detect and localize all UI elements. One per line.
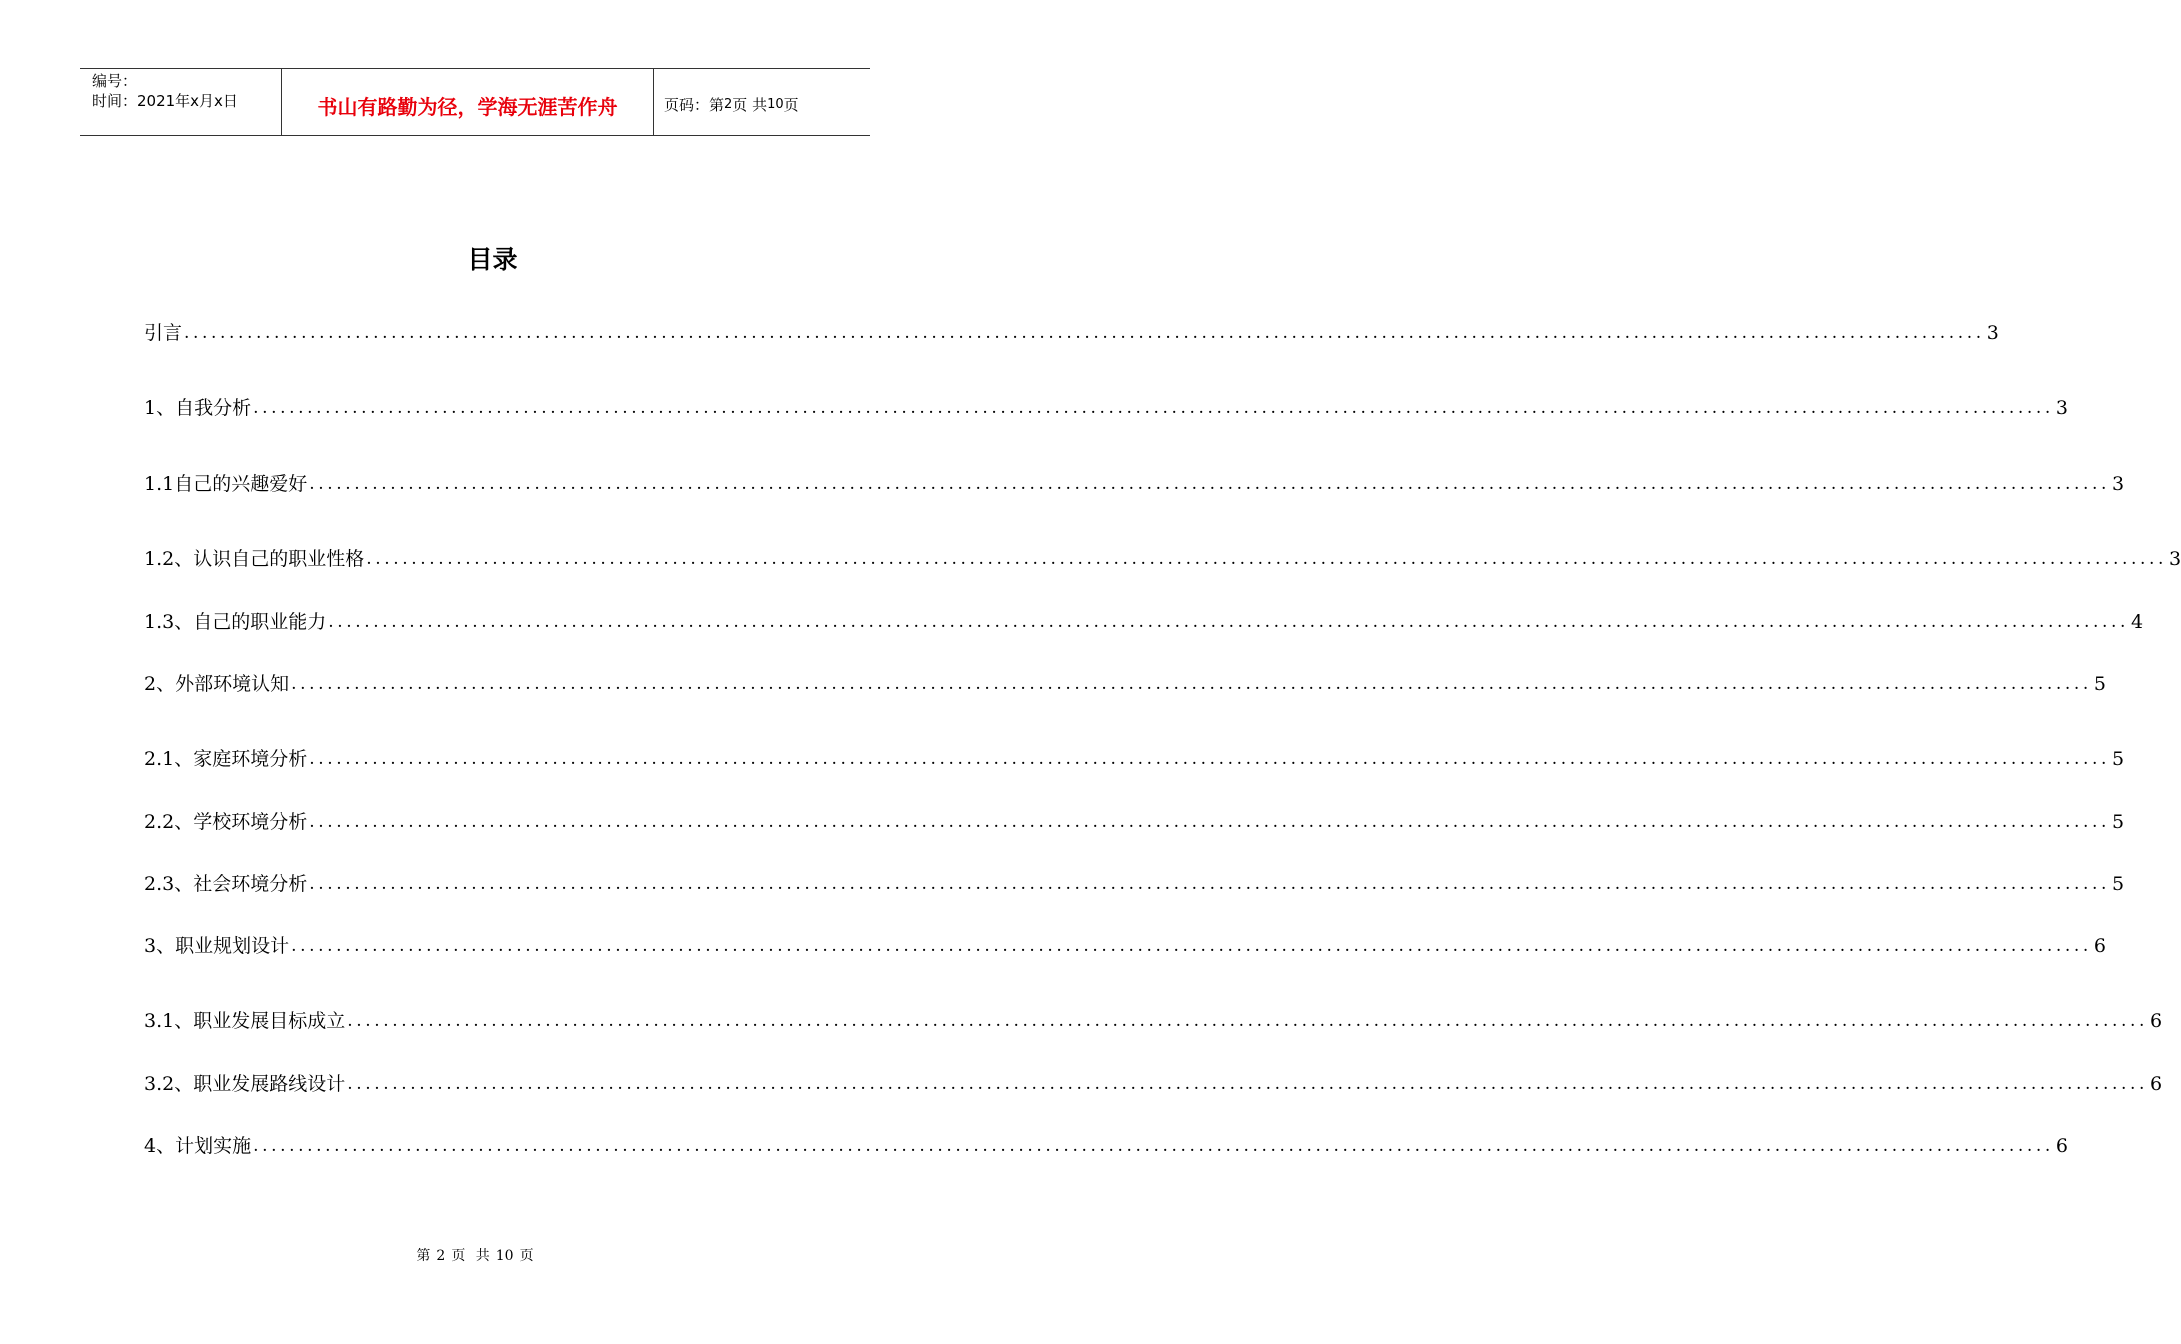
toc-leader-dots: ........................................................................................................................................................................................................ — [347, 1074, 2148, 1094]
toc-leader-dots: ........................................................................................................................................................................................................ — [347, 1011, 2148, 1031]
header-page-label: 页码：第 — [664, 95, 725, 114]
toc-entry[interactable] — [144, 607, 2144, 637]
time-label: 时间：2021年x月x日 — [92, 92, 238, 110]
toc-leader-dots: ........................................................................................................................................................................................................ — [328, 612, 2129, 632]
toc-entry-label: 3.1、职业发展目标成立 — [144, 1010, 346, 1032]
header-meta — [80, 69, 281, 135]
toc-entry-label: 1.3、自己的职业能力 — [144, 611, 327, 633]
toc-entry[interactable] — [144, 1006, 2163, 1036]
toc-entry[interactable] — [144, 931, 2106, 961]
toc-entry-page: 6 — [2149, 1073, 2163, 1095]
toc-entry-label: 2.3、社会环境分析 — [144, 873, 308, 895]
footer-prefix: 第 — [416, 1248, 431, 1264]
toc-entry-label: 2.2、学校环境分析 — [144, 811, 308, 833]
toc-entry-page: 5 — [2093, 673, 2106, 695]
header-page-info — [654, 69, 870, 135]
header-page-end: 页 — [783, 95, 799, 114]
header-motto: 书山有路勤为径，学海无涯苦作舟 — [281, 69, 654, 135]
toc-entry-label: 2.1、家庭环境分析 — [144, 748, 308, 770]
toc-entry-label: 1、自我分析 — [144, 397, 252, 419]
toc-leader-dots: ........................................................................................................................................................................................................ — [253, 398, 2054, 418]
toc-entry-page: 5 — [2111, 748, 2125, 770]
toc-entry-label: 4、计划实施 — [144, 1135, 252, 1157]
toc-leader-dots: ........................................................................................................................................................................................................ — [309, 474, 2110, 494]
toc-entry-label: 3.2、职业发展路线设计 — [144, 1073, 346, 1095]
toc-entry[interactable] — [144, 318, 1999, 348]
toc-entry-page: 6 — [2149, 1010, 2163, 1032]
header-page-total: 10 — [767, 96, 784, 112]
toc-entry-page: 3 — [2168, 548, 2181, 570]
toc-leader-dots: ........................................................................................................................................................................................................ — [291, 936, 2092, 956]
toc-leader-dots: ........................................................................................................................................................................................................ — [184, 323, 1985, 343]
footer-total: 10 — [495, 1248, 514, 1264]
toc-entry-label: 3、职业规划设计 — [144, 935, 290, 957]
toc-entry-page: 5 — [2111, 873, 2125, 895]
toc-entry-page: 3 — [2111, 473, 2125, 495]
toc-entry[interactable] — [144, 744, 2125, 774]
number-label: 编号： — [92, 72, 138, 90]
page-header — [80, 68, 870, 136]
footer-current: 2 — [436, 1248, 446, 1264]
toc-entry[interactable] — [144, 669, 2106, 699]
toc-entry-page: 5 — [2111, 811, 2125, 833]
toc-entry-label: 引言 — [144, 322, 183, 344]
toc-entry[interactable] — [144, 1069, 2163, 1099]
header-page-mid: 页 共 — [732, 95, 768, 114]
toc-leader-dots: ........................................................................................................................................................................................................ — [253, 1136, 2054, 1156]
footer-mid: 页 共 — [451, 1248, 490, 1264]
toc-entry-page: 6 — [2055, 1135, 2068, 1157]
toc-leader-dots: ........................................................................................................................................................................................................ — [309, 749, 2110, 769]
toc-leader-dots: ........................................................................................................................................................................................................ — [291, 674, 2092, 694]
toc-entry-page: 3 — [2055, 397, 2068, 419]
toc-entry-page: 4 — [2130, 611, 2144, 633]
toc-entry[interactable] — [144, 869, 2125, 899]
toc-leader-dots: ........................................................................................................................................................................................................ — [366, 549, 2167, 569]
toc-entry-page: 6 — [2093, 935, 2106, 957]
toc-entry-label: 2、外部环境认知 — [144, 673, 290, 695]
toc-entry[interactable] — [144, 469, 2125, 499]
toc-entry[interactable] — [144, 544, 2181, 574]
toc-leader-dots: ........................................................................................................................................................................................................ — [309, 874, 2110, 894]
toc-entry-label: 1.1自己的兴趣爱好 — [144, 473, 308, 495]
toc-title: 目录 — [467, 245, 518, 274]
toc-entry[interactable] — [144, 393, 2068, 423]
toc-entry-page: 3 — [1986, 322, 1999, 344]
toc-leader-dots: ........................................................................................................................................................................................................ — [309, 812, 2110, 832]
header-page-current: 2 — [724, 96, 733, 112]
page-footer — [0, 1245, 950, 1265]
toc-entry[interactable] — [144, 807, 2125, 837]
footer-suffix: 页 — [519, 1248, 534, 1264]
toc-entry-label: 1.2、认识自己的职业性格 — [144, 548, 365, 570]
toc-entry[interactable] — [144, 1131, 2068, 1161]
